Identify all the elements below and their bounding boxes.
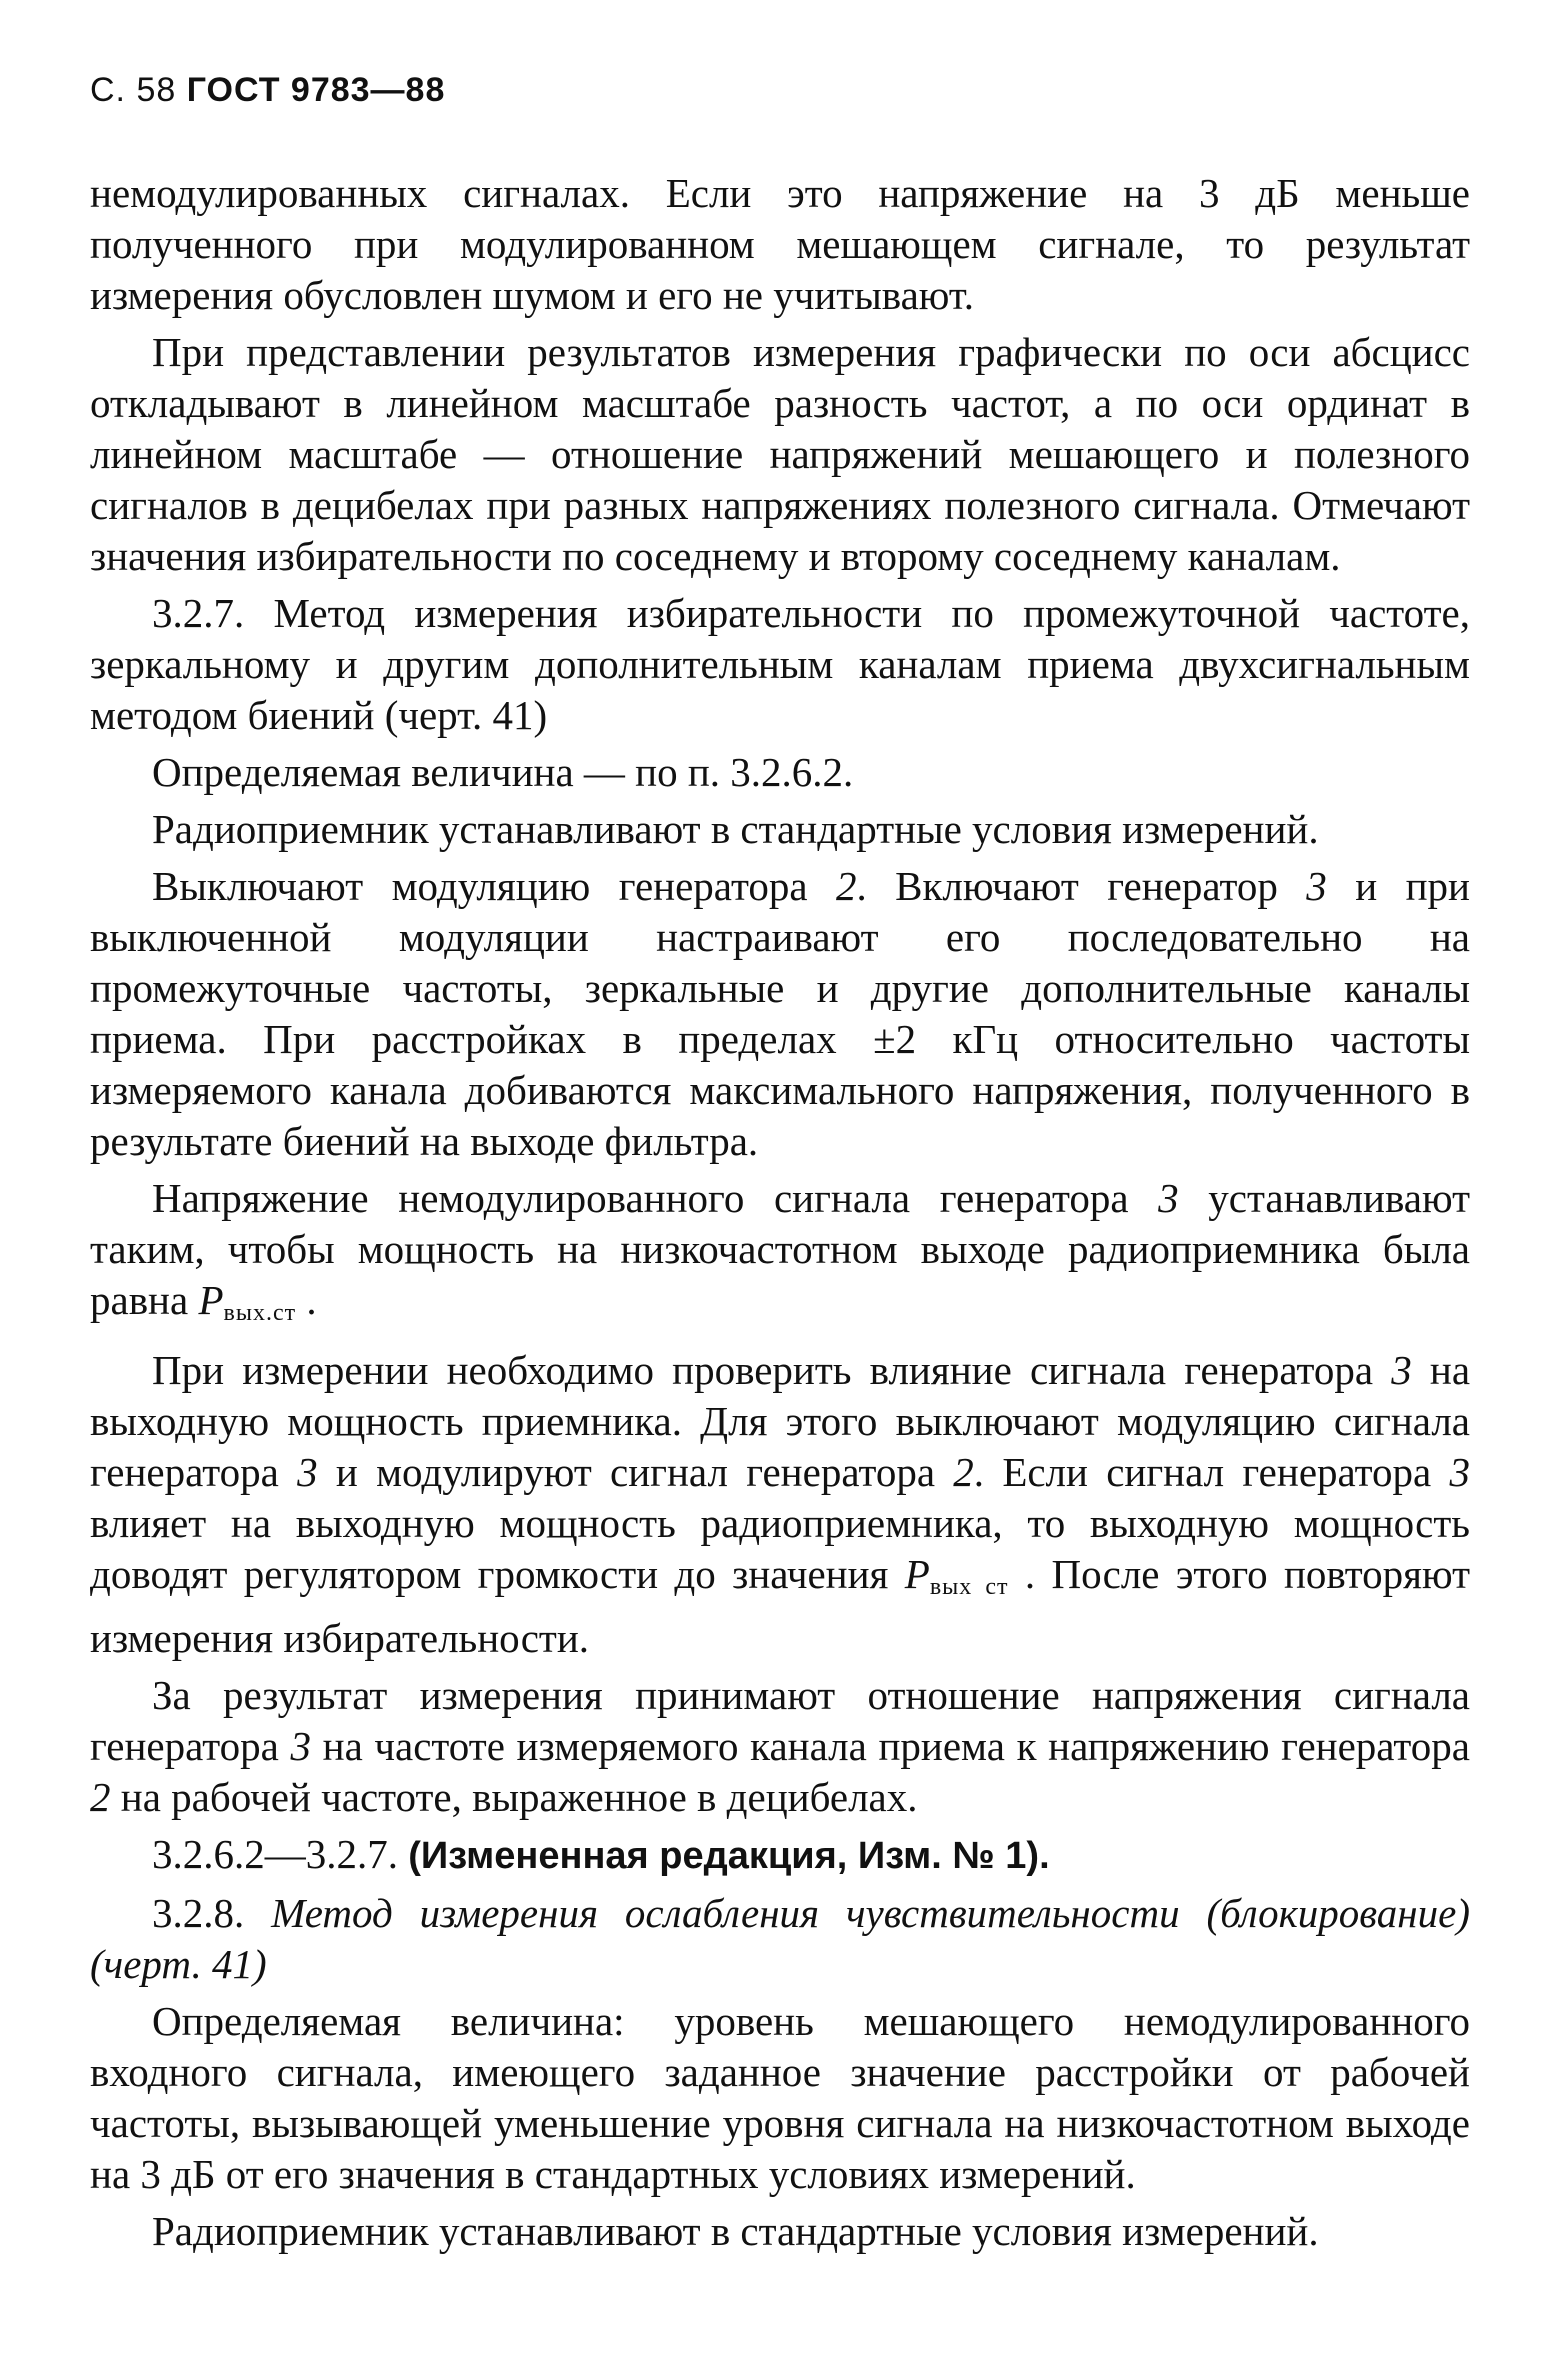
paragraph-4: Определяемая величина — по п. 3.2.6.2. bbox=[152, 749, 854, 795]
generator-number: 3 bbox=[1391, 1347, 1412, 1393]
text-run: и модулируют сигнал генератора bbox=[317, 1449, 954, 1495]
paragraph-7 bbox=[90, 1173, 1470, 1339]
generator-number: 3 bbox=[1306, 863, 1327, 909]
text-run: За результат измерения принимают отношение напряжения сигнала генератора bbox=[90, 1672, 1470, 1769]
section-title: Метод измерения ослабления чувствительности (блокирование) (черт. 41) bbox=[90, 1890, 1471, 1987]
paragraph-1: немодулированных сигналах. Если это напряжение на 3 дБ меньше полученного при модулированном мешающем сигнале, то результат измерения обусловлен шумом и его не учитывают. bbox=[90, 170, 1470, 318]
text-run: . Если сигнал генератора bbox=[973, 1449, 1450, 1495]
generator-number: 2 bbox=[835, 863, 857, 909]
power-subscript: вых.ст bbox=[223, 1300, 297, 1326]
power-symbol: P bbox=[198, 1277, 224, 1323]
text-run: на рабочей частоте, выраженное в децибелах. bbox=[110, 1774, 918, 1820]
generator-number: 3 bbox=[1449, 1449, 1470, 1495]
paragraph-2: При представлении результатов измерения графически по оси абсцисс откладывают в линейном масштабе разность частот, а по оси ординат в линейном масштабе — отношение напряжений мешающего и полезного сигналов в децибелах при разных напряжениях полезного сигнала. Отмечают значения избирательности по соседнему и второму соседнему каналам. bbox=[90, 329, 1470, 579]
generator-number: 2 bbox=[90, 1774, 111, 1820]
text-run: . После этого повторяют измерения избирательности. bbox=[90, 1551, 1470, 1661]
paragraph-3-heading: 3.2.7. Метод измерения избирательности по промежуточной частоте, зеркальному и другим дополнительным каналам приема двухсигнальным методом биений (черт. 41) bbox=[90, 590, 1470, 738]
page-number: С. 58 bbox=[90, 71, 177, 109]
page-header bbox=[90, 70, 1470, 110]
paragraph-10-amendment bbox=[90, 1829, 1470, 1882]
generator-number: 2 bbox=[953, 1449, 974, 1495]
text-run: Выключают модуляцию генератора bbox=[152, 863, 836, 909]
section-number: 3.2.8. bbox=[152, 1890, 272, 1936]
amendment-note: (Измененная редакция, Изм. № 1). bbox=[408, 1835, 1050, 1877]
power-symbol: P bbox=[904, 1551, 930, 1597]
text-run: на выходную мощность приемника. Для этого выключают модуляцию сигнала генератора bbox=[90, 1347, 1471, 1495]
text-run: . Включают генератор bbox=[856, 863, 1307, 909]
text-run: и при выключенной модуляции настраивают его последовательно на промежуточные частоты, зеркальные и другие дополнительные каналы приема. При расстройках в пределах ±2 кГц относительно частоты измеряемого канала добиваются максимального напряжения, полученного в результате биений на выходе фильтра. bbox=[90, 863, 1470, 1164]
text-run: Напряжение немодулированного сигнала генератора bbox=[152, 1175, 1159, 1221]
generator-number: 3 bbox=[290, 1723, 311, 1769]
text-run: устанавливают таким, чтобы мощность на низкочастотном выходе радиоприемника была равна bbox=[90, 1175, 1470, 1323]
text-run: на частоте измеряемого канала приема к напряжению генератора bbox=[310, 1723, 1471, 1769]
text-run: При измерении необходимо проверить влияние сигнала генератора bbox=[152, 1347, 1392, 1393]
paragraph-5: Радиоприемник устанавливают в стандартные условия измерений. bbox=[152, 806, 1319, 852]
generator-number: 3 bbox=[1158, 1175, 1179, 1221]
text-run: . bbox=[296, 1277, 317, 1323]
paragraph-6 bbox=[90, 861, 1470, 1167]
text-run: влияет на выходную мощность радиоприемника, то выходную мощность доводят регулятором громкости до значения bbox=[90, 1500, 1470, 1597]
paragraph-12: Определяемая величина: уровень мешающего немодулированного входного сигнала, имеющего заданное значение расстройки от рабочей частоты, вызывающей уменьшение уровня сигнала на низкочастотном выходе на 3 дБ от его значения в стандартных условиях измерений. bbox=[90, 1998, 1470, 2197]
section-range: 3.2.6.2—3.2.7. bbox=[152, 1831, 409, 1877]
generator-number: 3 bbox=[297, 1449, 318, 1495]
paragraph-9 bbox=[90, 1670, 1470, 1823]
paragraph-11-heading bbox=[90, 1888, 1470, 1990]
document-page bbox=[90, 70, 1470, 2263]
standard-code: ГОСТ 9783—88 bbox=[186, 71, 446, 109]
power-subscript: вых ст bbox=[929, 1574, 1009, 1600]
paragraph-13: Радиоприемник устанавливают в стандартные условия измерений. bbox=[152, 2208, 1319, 2254]
paragraph-8 bbox=[90, 1345, 1470, 1664]
